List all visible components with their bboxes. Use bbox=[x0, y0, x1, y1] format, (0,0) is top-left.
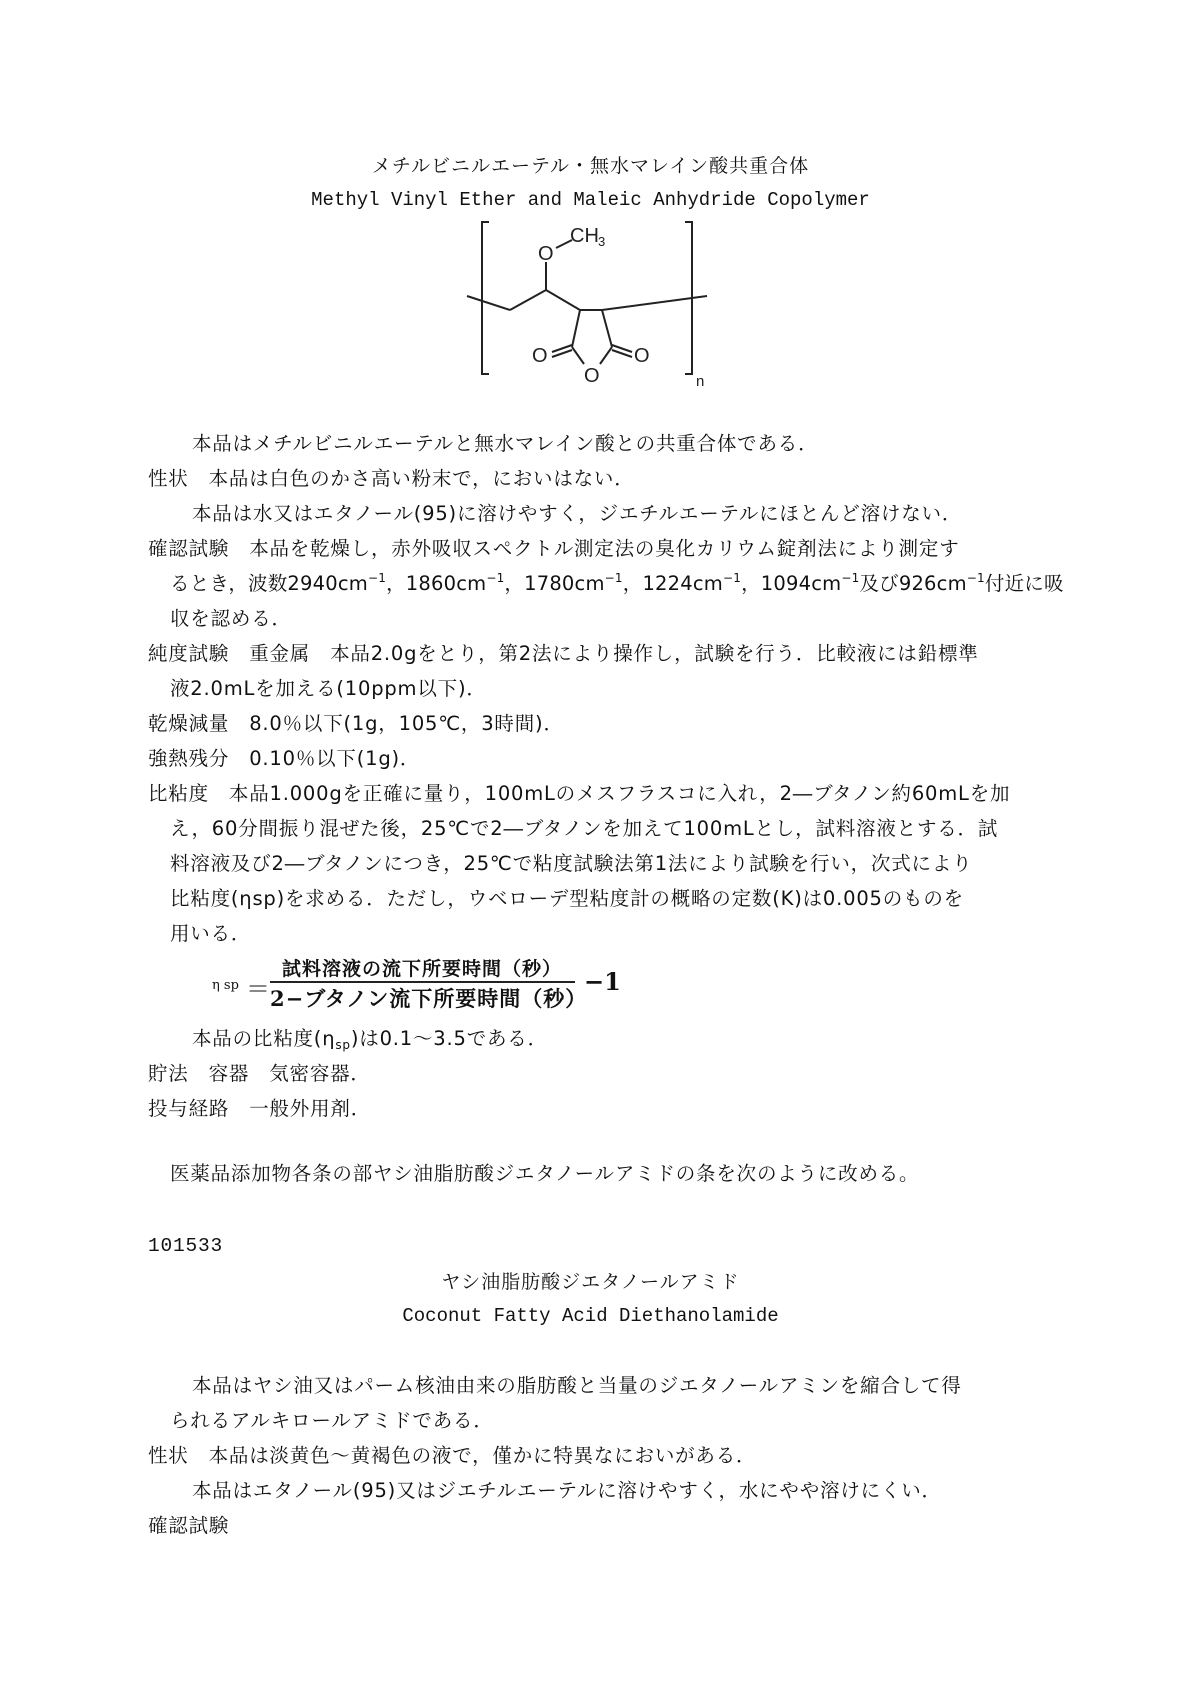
description-row bbox=[148, 465, 1043, 493]
storage-label: 貯法 bbox=[148, 1062, 189, 1085]
svg-text:O: O bbox=[634, 345, 650, 367]
definition-text: 本品はメチルビニルエーテルと無水マレイン酸との共重合体である． bbox=[192, 432, 819, 455]
viscosity-line5: 用いる． bbox=[170, 922, 252, 945]
monograph1-title-ja: メチルビニルエーテル・無水マレイン酸共重合体 bbox=[371, 155, 810, 177]
monograph2-description-row bbox=[148, 1442, 1043, 1470]
residue-label: 強熱残分 bbox=[148, 747, 230, 770]
amendment-note: 医薬品添加物各条の部ヤシ油脂肪酸ジエタノールアミドの条を次のように改める。 bbox=[170, 1162, 920, 1185]
identification-line3: 収を認める． bbox=[170, 607, 292, 630]
storage-value: 気密容器． bbox=[269, 1062, 371, 1085]
route-row bbox=[148, 1095, 1043, 1123]
copolymer-structure-icon bbox=[462, 212, 712, 390]
monograph2-description-label: 性状 bbox=[148, 1444, 189, 1467]
monograph2-solubility: 本品はエタノール(95)又はジエチルエーテルに溶けやすく，水にやや溶けにくい． bbox=[192, 1479, 942, 1502]
loss-on-drying-row bbox=[148, 710, 1043, 738]
formula-numerator: 試料溶液の流下所要時間（秒） bbox=[281, 958, 562, 980]
viscosity-result: 本品の比粘度$(\eta_{sp})$は0.1～3.5である． bbox=[192, 1027, 548, 1052]
route-label: 投与経路 bbox=[148, 1097, 230, 1120]
storage-sub-label: 容器 bbox=[208, 1062, 250, 1085]
description-text: 本品は白色のかさ高い粉末で，においはない． bbox=[208, 467, 635, 490]
specific-viscosity-formula bbox=[208, 952, 628, 1010]
storage-row bbox=[148, 1060, 1043, 1088]
monograph2-identification-label: 確認試験 bbox=[148, 1514, 230, 1537]
viscosity-label: 比粘度 bbox=[148, 782, 209, 805]
svg-text:n: n bbox=[696, 373, 705, 390]
svg-text:O: O bbox=[584, 365, 600, 387]
loss-on-drying-value: 8.0％以下(1g，105℃，3時間)． bbox=[249, 712, 564, 735]
svg-text:3: 3 bbox=[598, 234, 606, 249]
formula-tail: −1 bbox=[584, 967, 621, 996]
chemical-structure-diagram bbox=[462, 212, 712, 390]
identification-row bbox=[148, 535, 1043, 563]
purity-line1: 本品2.0gをとり，第2法により操作し，試験を行う．比較液には鉛標準 bbox=[330, 642, 979, 665]
route-value: 一般外用剤． bbox=[249, 1097, 372, 1120]
residue-value: 0.10％以下(1g)． bbox=[249, 747, 421, 770]
svg-text:O: O bbox=[532, 345, 548, 367]
monograph1-title-en: Methyl Vinyl Ether and Maleic Anhydride Copolymer bbox=[311, 189, 870, 211]
description-label: 性状 bbox=[148, 467, 189, 490]
viscosity-line4: 比粘度(ηsp)を求める．ただし，ウベローデ型粘度計の概略の定数(K)は0.005のものを bbox=[170, 887, 964, 910]
monograph2-description-text: 本品は淡黄色～黄褐色の液で，僅かに特異なにおいがある． bbox=[208, 1444, 757, 1467]
formula-equals: ＝ bbox=[246, 975, 270, 1003]
purity-label: 純度試験 bbox=[148, 642, 230, 665]
identification-line2: るとき，波数$2940cm^{-1}$，$1860cm^{-1}$，$1780cm^{-1}$，$1224cm^{-1}$，$1094cm^{-1}$及び$926cm^{-1}$付近に吸 bbox=[170, 571, 1064, 595]
monograph2-title-en: Coconut Fatty Acid Diethanolamide bbox=[402, 1305, 779, 1327]
monograph2-definition-line2: られるアルキロールアミドである． bbox=[170, 1409, 494, 1432]
purity-sub-label: 重金属 bbox=[249, 642, 311, 665]
formula-lhs: η sp bbox=[212, 978, 239, 993]
svg-text:O: O bbox=[538, 243, 554, 265]
solubility-text: 本品は水又はエタノール(95)に溶けやすく，ジエチルエーテルにほとんど溶けない． bbox=[192, 502, 963, 525]
monograph2-title-ja: ヤシ油脂肪酸ジエタノールアミド bbox=[441, 1271, 740, 1293]
svg-text:CH: CH bbox=[570, 225, 599, 247]
purity-row bbox=[148, 640, 1043, 668]
monograph2-code: 101533 bbox=[148, 1235, 224, 1257]
loss-on-drying-label: 乾燥減量 bbox=[148, 712, 230, 735]
formula-denominator: 2−ブタノン流下所要時間（秒） bbox=[270, 986, 588, 1011]
purity-line2: 液2.0mLを加える(10ppm以下)． bbox=[170, 677, 487, 700]
identification-label: 確認試験 bbox=[148, 537, 230, 560]
viscosity-line2: え，60分間振り混ぜた後，25℃で2―ブタノンを加えて100mLとし，試料溶液とする．試 bbox=[170, 817, 999, 840]
identification-line1: 本品を乾燥し，赤外吸収スペクトル測定法の臭化カリウム錠剤法により測定す bbox=[249, 537, 960, 560]
viscosity-line3: 料溶液及び2―ブタノンにつき，25℃で粘度試験法第1法により試験を行い，次式により bbox=[170, 852, 973, 875]
monograph2-definition-line1: 本品はヤシ油又はパーム核油由来の脂肪酸と当量のジエタノールアミンを縮合して得 bbox=[192, 1374, 962, 1397]
residue-row bbox=[148, 745, 1043, 773]
viscosity-line1: 本品1.000gを正確に量り，100mLのメスフラスコに入れ，2―ブタノン約60mLを加 bbox=[228, 782, 1011, 805]
viscosity-row bbox=[148, 780, 1043, 808]
